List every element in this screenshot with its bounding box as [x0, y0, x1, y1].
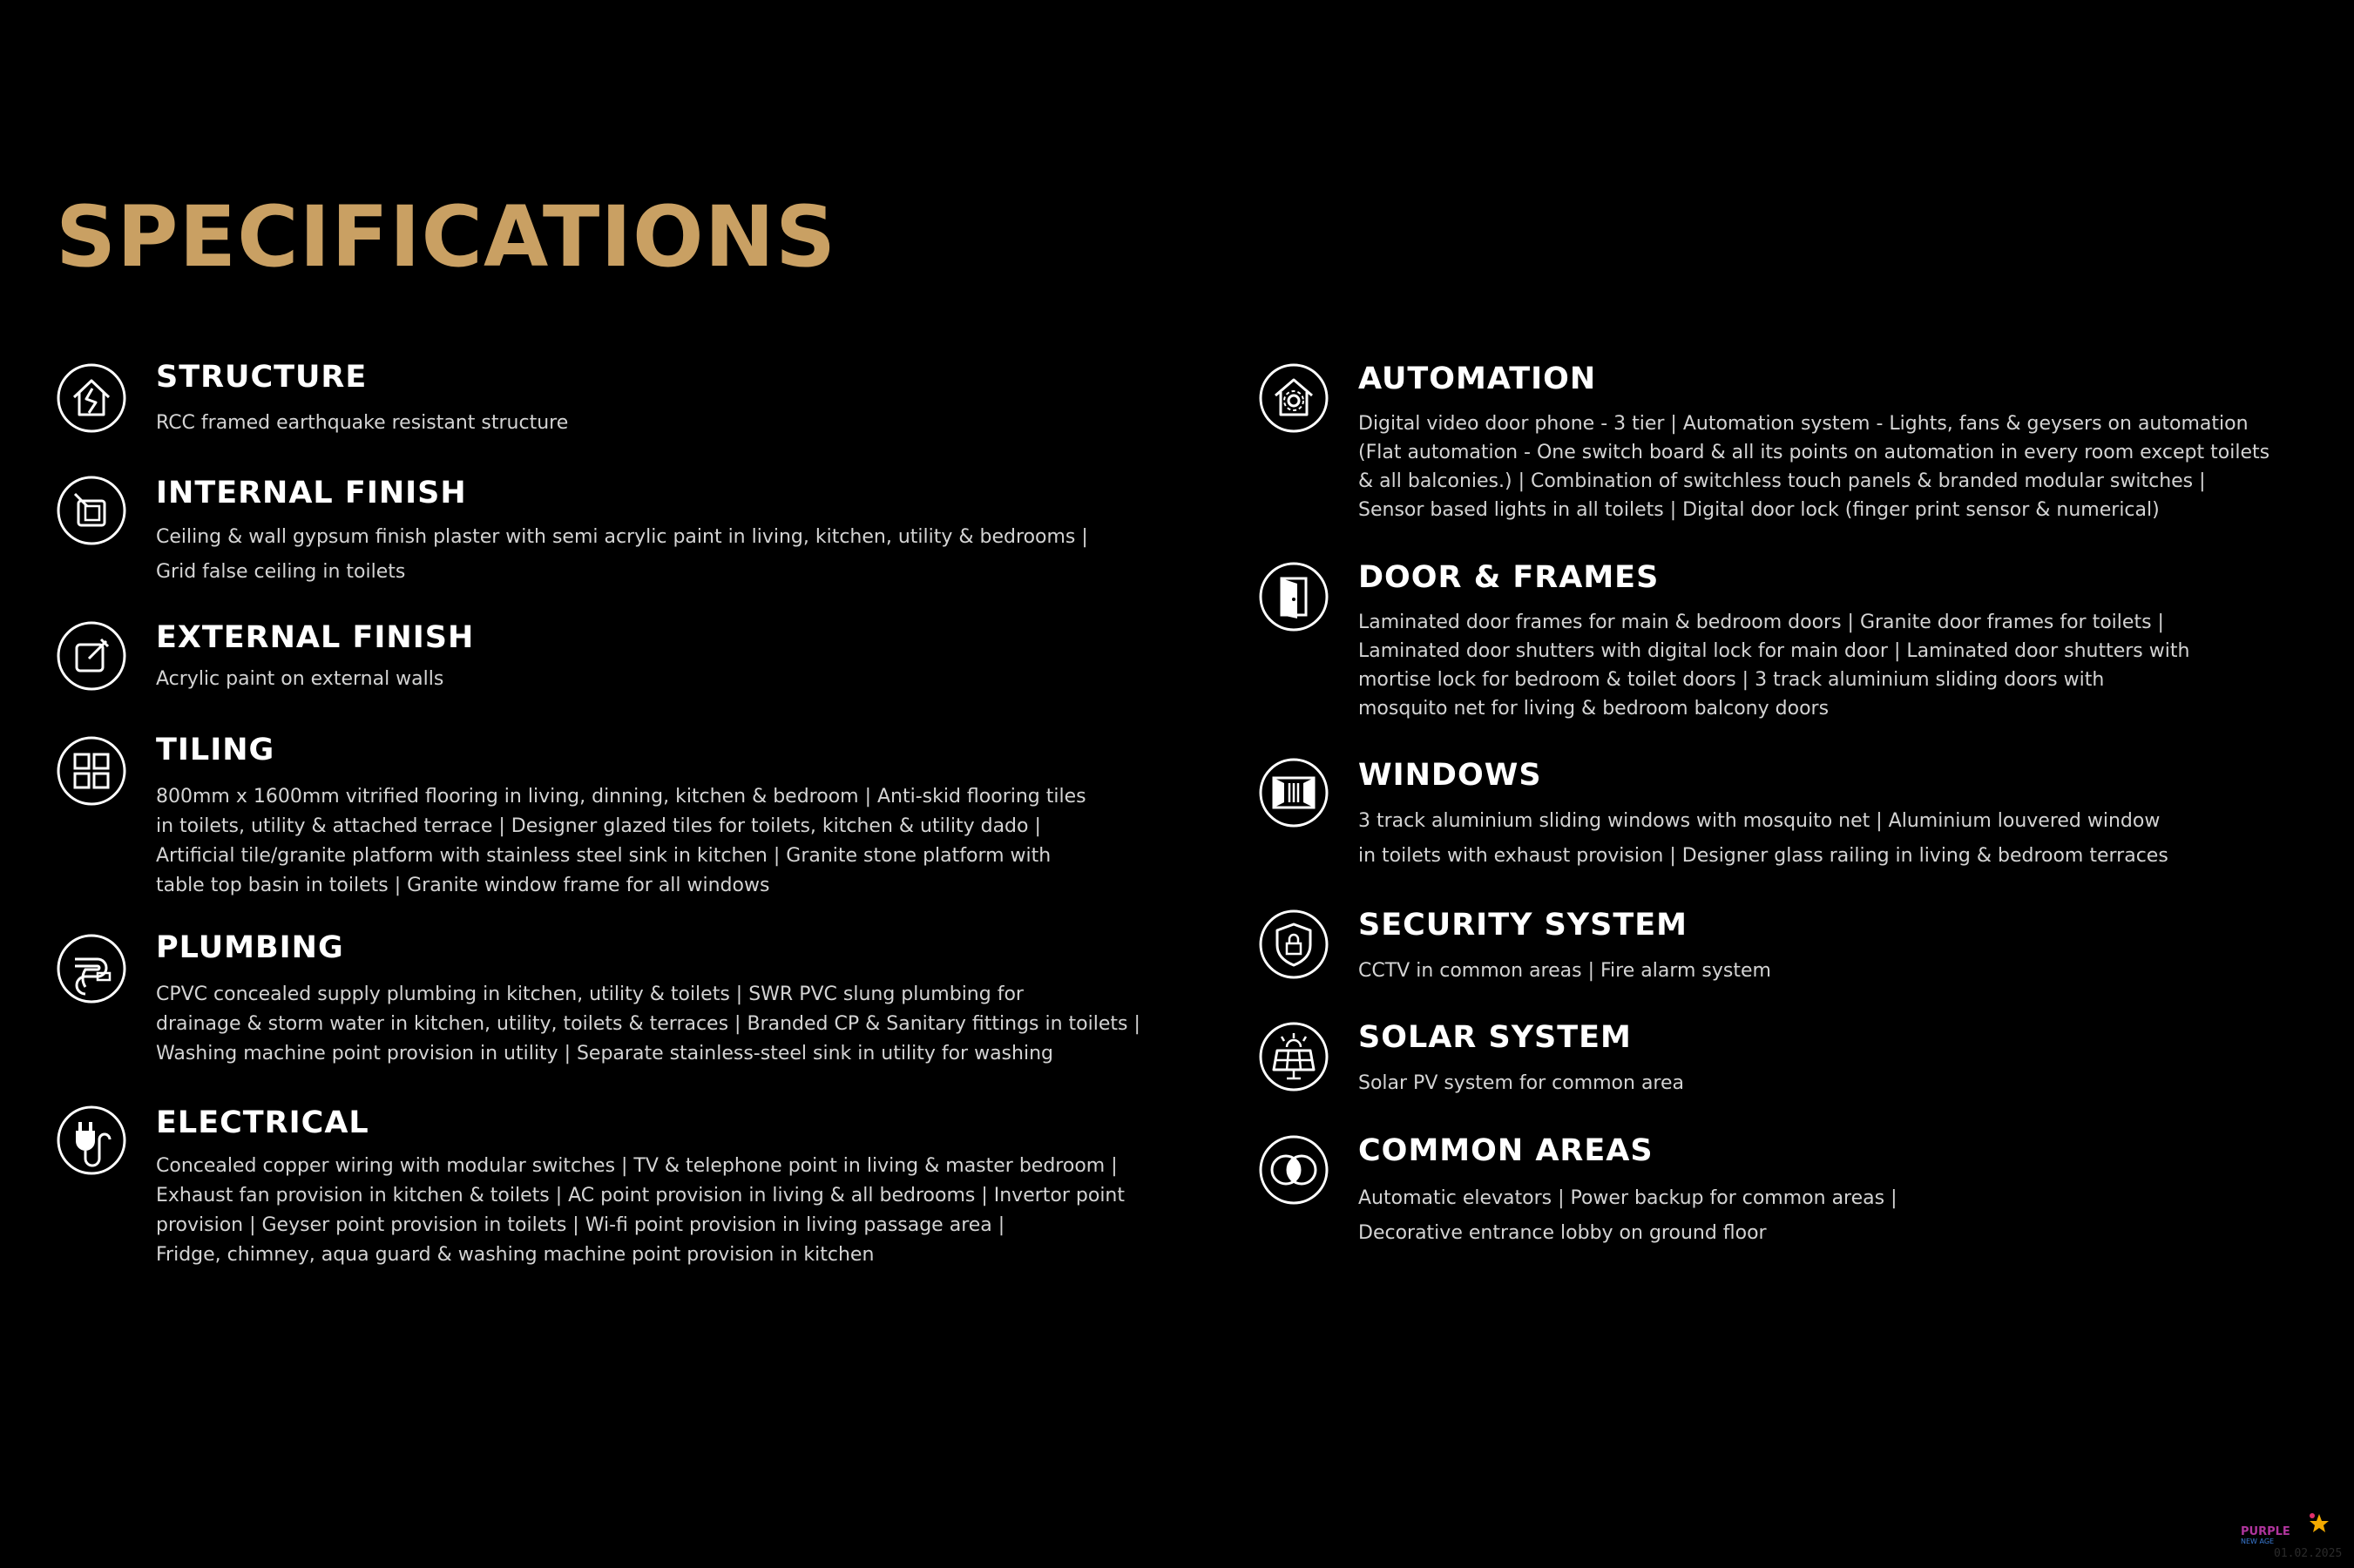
- spec-line: in toilets, utility & attached terrace | Designer glazed tiles for toilets, kitchen & utility dado |: [156, 815, 1041, 837]
- spec-line: Exhaust fan provision in kitchen & toilets | AC point provision in living & all bedrooms | Invertor point: [156, 1185, 1125, 1206]
- spec-description: [1358, 1070, 1684, 1098]
- spec-description: [156, 666, 443, 693]
- spec-description: [156, 409, 568, 437]
- spec-heading: INTERNAL FINISH: [156, 476, 467, 510]
- page-title: SPECIFICATIONS: [56, 188, 837, 286]
- solar-panel-icon: [1258, 1021, 1329, 1092]
- logo-subtext: NEW AGE: [2241, 1538, 2275, 1545]
- spec-description: [1358, 409, 2269, 524]
- spec-line: Fridge, chimney, aqua guard & washing machine point provision in kitchen: [156, 1244, 875, 1266]
- spec-heading: SECURITY SYSTEM: [1358, 908, 1688, 943]
- spec-line: provision | Geyser point provision in toilets | Wi-fi point provision in living passage area |: [156, 1214, 1005, 1236]
- pipe-icon: [56, 933, 127, 1004]
- spec-description: [1358, 804, 2168, 874]
- spec-heading: ELECTRICAL: [156, 1105, 369, 1140]
- spec-line: RCC framed earthquake resistant structure: [156, 412, 569, 434]
- window-icon: [1258, 757, 1329, 828]
- electric-plug-icon: [56, 1105, 127, 1176]
- wall-finish-icon: [56, 475, 127, 546]
- spec-line: (Flat automation - One switch board & all its points on automation in every room except toilets: [1358, 442, 2270, 463]
- tiles-icon: [56, 735, 127, 807]
- spec-line: Sensor based lights in all toilets | Digital door lock (finger print sensor & numerical): [1358, 499, 2160, 521]
- spec-line: table top basin in toilets | Granite window frame for all windows: [156, 875, 770, 896]
- overlapping-circles-icon: [1258, 1134, 1329, 1206]
- spec-description: [156, 782, 1086, 901]
- spec-line: Ceiling & wall gypsum finish plaster with semi acrylic paint in living, kitchen, utility & bedrooms |: [156, 526, 1088, 548]
- spec-line: Washing machine point provision in utility | Separate stainless-steel sink in utility for washing: [156, 1043, 1053, 1064]
- spec-line: Artificial tile/granite platform with stainless steel sink in kitchen | Granite stone platform with: [156, 845, 1052, 867]
- spec-description: [156, 1152, 1125, 1270]
- spec-line: 3 track aluminium sliding windows with mosquito net | Aluminium louvered window: [1358, 810, 2161, 832]
- spec-description: [1358, 608, 2189, 723]
- spec-line: Concealed copper wiring with modular switches | TV & telephone point in living & master bedroom |: [156, 1155, 1118, 1177]
- paint-icon: [56, 620, 127, 692]
- spec-description: [1358, 1181, 1897, 1251]
- spec-line: CPVC concealed supply plumbing in kitchen, utility & toilets | SWR PVC slung plumbing for: [156, 983, 1024, 1005]
- spec-description: [1358, 957, 1771, 985]
- spec-heading: PLUMBING: [156, 930, 344, 965]
- spec-line: 800mm x 1600mm vitrified flooring in living, dinning, kitchen & bedroom | Anti-skid flooring tiles: [156, 786, 1086, 808]
- spec-heading: AUTOMATION: [1358, 362, 1597, 396]
- spec-line: Decorative entrance lobby on ground floor: [1358, 1222, 1767, 1244]
- logo-text: PURPLE: [2241, 1525, 2290, 1538]
- house-crack-icon: [56, 362, 127, 434]
- smart-home-icon: [1258, 362, 1329, 434]
- spec-line: Grid false ceiling in toilets: [156, 561, 406, 583]
- spec-line: Automatic elevators | Power backup for common areas |: [1358, 1187, 1897, 1209]
- spec-line: Digital video door phone - 3 tier | Automation system - Lights, fans & geysers on automation: [1358, 413, 2249, 435]
- shield-lock-icon: [1258, 909, 1329, 980]
- spec-heading: COMMON AREAS: [1358, 1133, 1654, 1168]
- spec-description: [156, 520, 1088, 590]
- spec-heading: EXTERNAL FINISH: [156, 620, 475, 655]
- spec-heading: WINDOWS: [1358, 758, 1542, 793]
- spec-line: Solar PV system for common area: [1358, 1072, 1685, 1094]
- spec-line: mortise lock for bedroom & toilet doors | 3 track aluminium sliding doors with: [1358, 669, 2105, 691]
- spec-line: CCTV in common areas | Fire alarm system: [1358, 960, 1771, 982]
- spec-line: mosquito net for living & bedroom balcony doors: [1358, 698, 1830, 720]
- spec-line: Laminated door frames for main & bedroom doors | Granite door frames for toilets |: [1358, 612, 2164, 633]
- spec-heading: TILING: [156, 733, 275, 767]
- spec-line: drainage & storm water in kitchen, utility, toilets & terraces | Branded CP & Sanitary fittings in toilets |: [156, 1013, 1140, 1035]
- spec-line: in toilets with exhaust provision | Designer glass railing in living & bedroom terraces: [1358, 845, 2168, 867]
- spec-line: & all balconies.) | Combination of switchless touch panels & branded modular switches |: [1358, 470, 2206, 492]
- spec-heading: STRUCTURE: [156, 360, 368, 395]
- spec-line: Acrylic paint on external walls: [156, 668, 444, 690]
- spec-line: Laminated door shutters with digital lock for main door | Laminated door shutters with: [1358, 640, 2190, 662]
- spec-heading: SOLAR SYSTEM: [1358, 1020, 1632, 1055]
- date-stamp: 01.02.2025: [2274, 1547, 2343, 1560]
- brand-logo: [2239, 1507, 2335, 1551]
- spec-heading: DOOR & FRAMES: [1358, 560, 1660, 595]
- door-icon: [1258, 561, 1329, 632]
- spec-description: [156, 980, 1140, 1069]
